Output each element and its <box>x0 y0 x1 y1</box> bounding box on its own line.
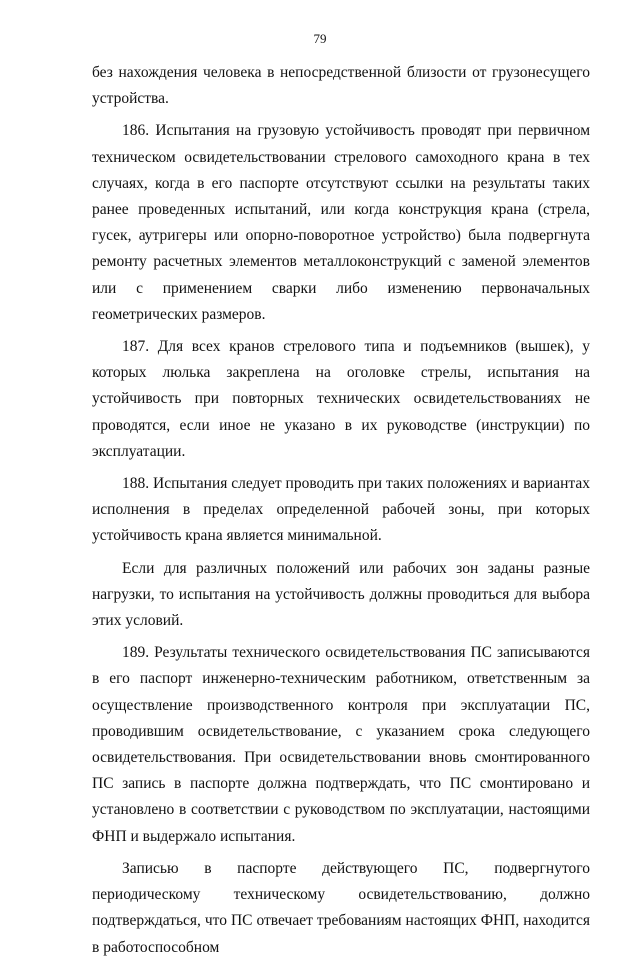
page-body <box>92 60 590 961</box>
paragraph-186: 186. Испытания на грузовую устойчивость проводят при первичном техническом освидетельствовании стрелового самоходного крана в тех случаях, когда в его паспорте отсутствуют ссылки на результаты таких ранее проведенных испытаний, или когда конструкция крана (стрела, гусек, аутригеры или опорно-поворотное устройство) была подвергнута ремонту расчетных элементов металлоконструкций с заменой элементов или с применением сварки либо изменению первоначальных геометрических размеров. <box>92 122 590 323</box>
paragraph-189-continued: Записью в паспорте действующего ПС, подвергнутого периодическому техническому освидетельствованию, должно подтверждаться, что ПС отвечает требованиям настоящих ФНП, находится в работоспособном <box>92 859 590 956</box>
paragraph-continuation: без нахождения человека в непосредственной близости от грузонесущего устройства. <box>92 64 590 108</box>
paragraph-188: 188. Испытания следует проводить при таких положениях и вариантах исполнения в пределах определенной рабочей зоны, при которых устойчивость крана является минимальной. <box>92 475 590 545</box>
page-number: 79 <box>313 31 327 46</box>
paragraph-187: 187. Для всех кранов стрелового типа и подъемников (вышек), у которых люлька закреплена на оголовке стрелы, испытания на устойчивость при повторных технических освидетельствованиях не проводятся, если иное не указано в их руководстве (инструкции) по эксплуатации. <box>92 338 590 460</box>
paragraph-189: 189. Результаты технического освидетельствования ПС записываются в его паспорт инженерно-техническим работником, ответственным за осуществление производственного контроля при эксплуатации ПС, проводившим освидетельствование, с указанием срока следующего освидетельствования. При освидетельствовании вновь смонтированного ПС запись в паспорте должна подтверждать, что ПС смонтировано и установлено в соответствии с руководством по эксплуатации, настоящими ФНП и выдержало испытания. <box>92 644 590 845</box>
paragraph-188-note: Если для различных положений или рабочих зон заданы разные нагрузки, то испытания на устойчивость должны проводиться для выбора этих условий. <box>92 559 590 630</box>
